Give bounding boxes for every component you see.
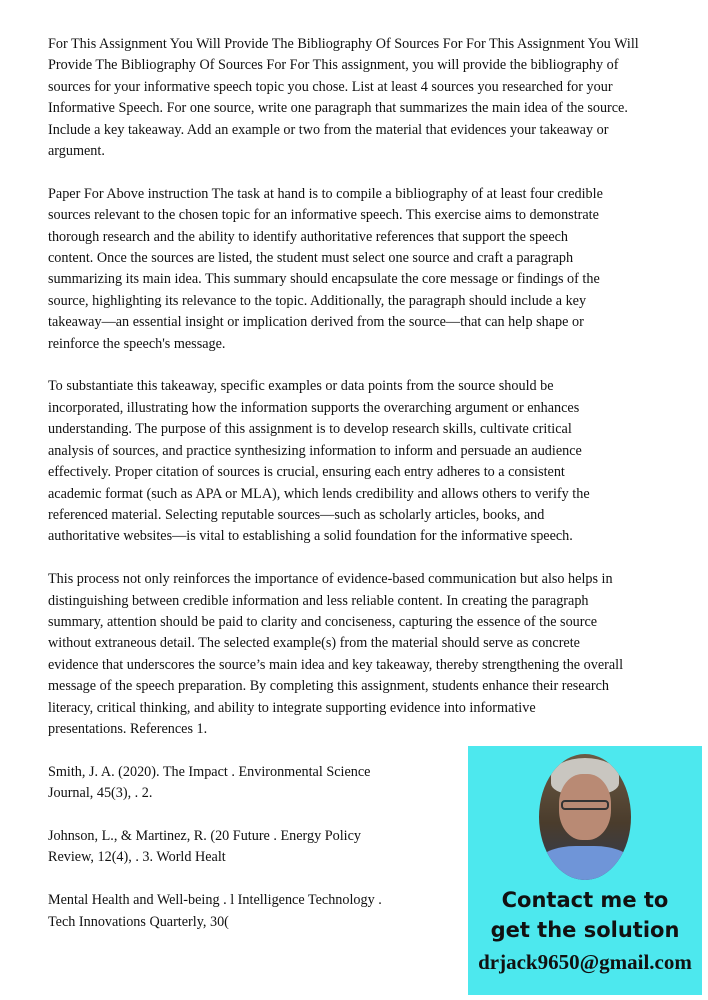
text-line: academic format (such as APA or MLA), which lends credibility and allows others to verify the [48,485,590,502]
text-line: argument. [48,143,105,160]
text-line: distinguishing between credible information and less reliable content. In creating the paragraph [48,592,589,609]
text-line: Paper For Above instruction The task at hand is to compile a bibliography of at least four credible [48,185,603,202]
text-line: This process not only reinforces the importance of evidence-based communication but also helps in [48,571,613,588]
text-line: Provide The Bibliography Of Sources For For This assignment, you will provide the bibliography of [48,57,619,74]
text-line: Johnson, L., & Martinez, R. (20 Future . Energy Policy [48,827,362,844]
text-line: source, highlighting its relevance to the topic. Additionally, the paragraph should include a key [48,292,587,309]
reference-item [48,762,453,805]
text-line: content. Once the sources are listed, the student must select one source and craft a paragraph [48,250,574,267]
text-line: sources relevant to the chosen topic for an informative speech. This exercise aims to demonstrate [48,207,599,224]
text-line: sources for your informative speech topic you chose. List at least 4 sources you researched for your [48,78,613,95]
glasses-icon [561,800,609,810]
text-line: analysis of sources, and practice synthesizing information to inform and persuade an audience [48,442,582,459]
text-line: Informative Speech. For one source, write one paragraph that summarizes the main idea of the source. [48,100,628,117]
text-line: For This Assignment You Will Provide The Bibliography Of Sources For For This Assignment You Will [48,36,639,52]
text-line: referenced material. Selecting reputable sources—such as scholarly articles, books, and [48,506,545,523]
text-line: summarizing its main idea. This summary should encapsulate the core message or findings of the [48,271,600,288]
text-line: takeaway—an essential insight or implication derived from the source—that can help shape or [48,314,584,331]
text-line: reinforce the speech's message. [48,335,226,352]
text-line: To substantiate this takeaway, specific examples or data points from the source should be [48,378,554,395]
instruction-paragraph [48,184,688,355]
reference-item [48,826,453,869]
text-line: Include a key takeaway. Add an example or two from the material that evidences your takeaway or [48,121,609,138]
text-line: authoritative websites—is vital to establishing a solid foundation for the informative speech. [48,528,573,545]
text-line: Mental Health and Well-being . l Intelligence Technology . [48,892,382,909]
text-line: without extraneous detail. The selected example(s) from the material should serve as concrete [48,635,580,652]
takeaway-paragraph [48,376,688,547]
text-line: presentations. References 1. [48,720,208,737]
text-line: message of the speech preparation. By completing this assignment, students enhance their research [48,678,610,695]
text-line: Tech Innovations Quarterly, 30( [48,913,229,930]
reference-item [48,890,453,933]
text-line: literacy, critical thinking, and ability to integrate supporting evidence into informative [48,699,536,716]
process-paragraph [48,569,688,740]
text-line: thorough research and the ability to identify authoritative references that support the speech [48,228,569,245]
text-line: Journal, 45(3), . 2. [48,785,153,802]
promo-email: drjack9650@gmail.com [478,950,692,974]
text-line: summary, attention should be paid to clarity and conciseness, capturing the essence of the source [48,613,598,630]
text-line: Review, 12(4), . 3. World Healt [48,849,226,866]
promo-headline-line2: get the solution [490,918,680,942]
intro-paragraph [48,34,688,162]
promo-headline-line1: Contact me to [501,888,669,912]
text-line: evidence that underscores the source’s main idea and key takeaway, thereby strengthening the overall [48,656,624,673]
text-line: incorporated, illustrating how the information supports the overarching argument or enhances [48,399,580,416]
author-photo [539,754,631,880]
text-line: understanding. The purpose of this assignment is to develop research skills, cultivate critical [48,421,572,438]
text-line: effectively. Proper citation of sources is crucial, ensuring each entry adheres to a consistent [48,464,565,481]
contact-promo-banner [468,746,702,995]
text-line: Smith, J. A. (2020). The Impact . Environmental Science [48,763,371,780]
